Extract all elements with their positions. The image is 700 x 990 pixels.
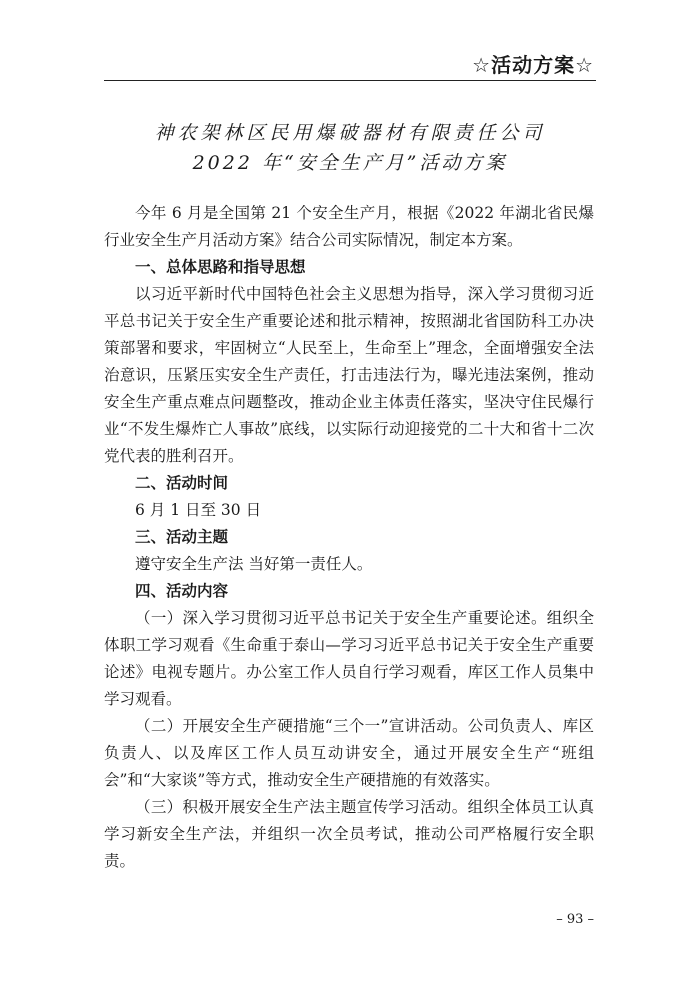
body-paragraph: 6 月 1 日至 30 日	[135, 501, 262, 519]
intro-paragraph: 今年 6 月是全国第 21 个安全生产月，根据《2022 年湖北省民爆行业安全生产月活动方案》结合公司实际情况，制定本方案。	[104, 204, 594, 249]
document-title-line2: 2022 年“安全生产月”活动方案	[192, 152, 508, 174]
body-paragraph: 遵守安全生产法 当好第一责任人。	[135, 555, 373, 573]
header-divider	[104, 80, 596, 81]
document-title-line1: 神农架林区民用爆破器材有限责任公司	[154, 122, 546, 144]
document-body	[104, 200, 594, 875]
page-number: – 93 –	[556, 912, 594, 927]
body-paragraph: （二）开展安全生产硬措施“三个一”宣讲活动。公司负责人、库区负责人、以及库区工作人员互动讲安全，通过开展安全生产“班组会”和“大家谈”等方式，推动安全生产硬措施的有效落实。	[104, 717, 594, 789]
section-heading: 一、总体思路和指导思想	[135, 258, 306, 276]
section-heading: 四、活动内容	[135, 582, 229, 600]
body-paragraph: 以习近平新时代中国特色社会主义思想为指导，深入学习贯彻习近平总书记关于安全生产重要论述和批示精神，按照湖北省国防科工办决策部署和要求，牢固树立“人民至上，生命至上”理念，全面增强安全法治意识，压紧压实安全生产责任，打击违法行为，曝光违法案例，推动安全生产重点难点问题整改，推动企业主体责任落实，坚决守住民爆行业“不发生爆炸亡人事故”底线，以实际行动迎接党的二十大和省十二次党代表的胜利召开。	[104, 285, 594, 465]
section-heading: 三、活动主题	[135, 528, 229, 546]
body-paragraph: （一）深入学习贯彻习近平总书记关于安全生产重要论述。组织全体职工学习观看《生命重于泰山—学习习近平总书记关于安全生产重要论述》电视专题片。办公室工作人员自行学习观看，库区工作人员集中学习观看。	[104, 609, 594, 708]
section-heading: 二、活动时间	[135, 474, 229, 492]
section-tag: ☆活动方案☆	[472, 53, 594, 77]
body-paragraph: （三）积极开展安全生产法主题宣传学习活动。组织全体员工认真学习新安全生产法，并组织一次全员考试，推动公司严格履行安全职责。	[104, 798, 594, 870]
